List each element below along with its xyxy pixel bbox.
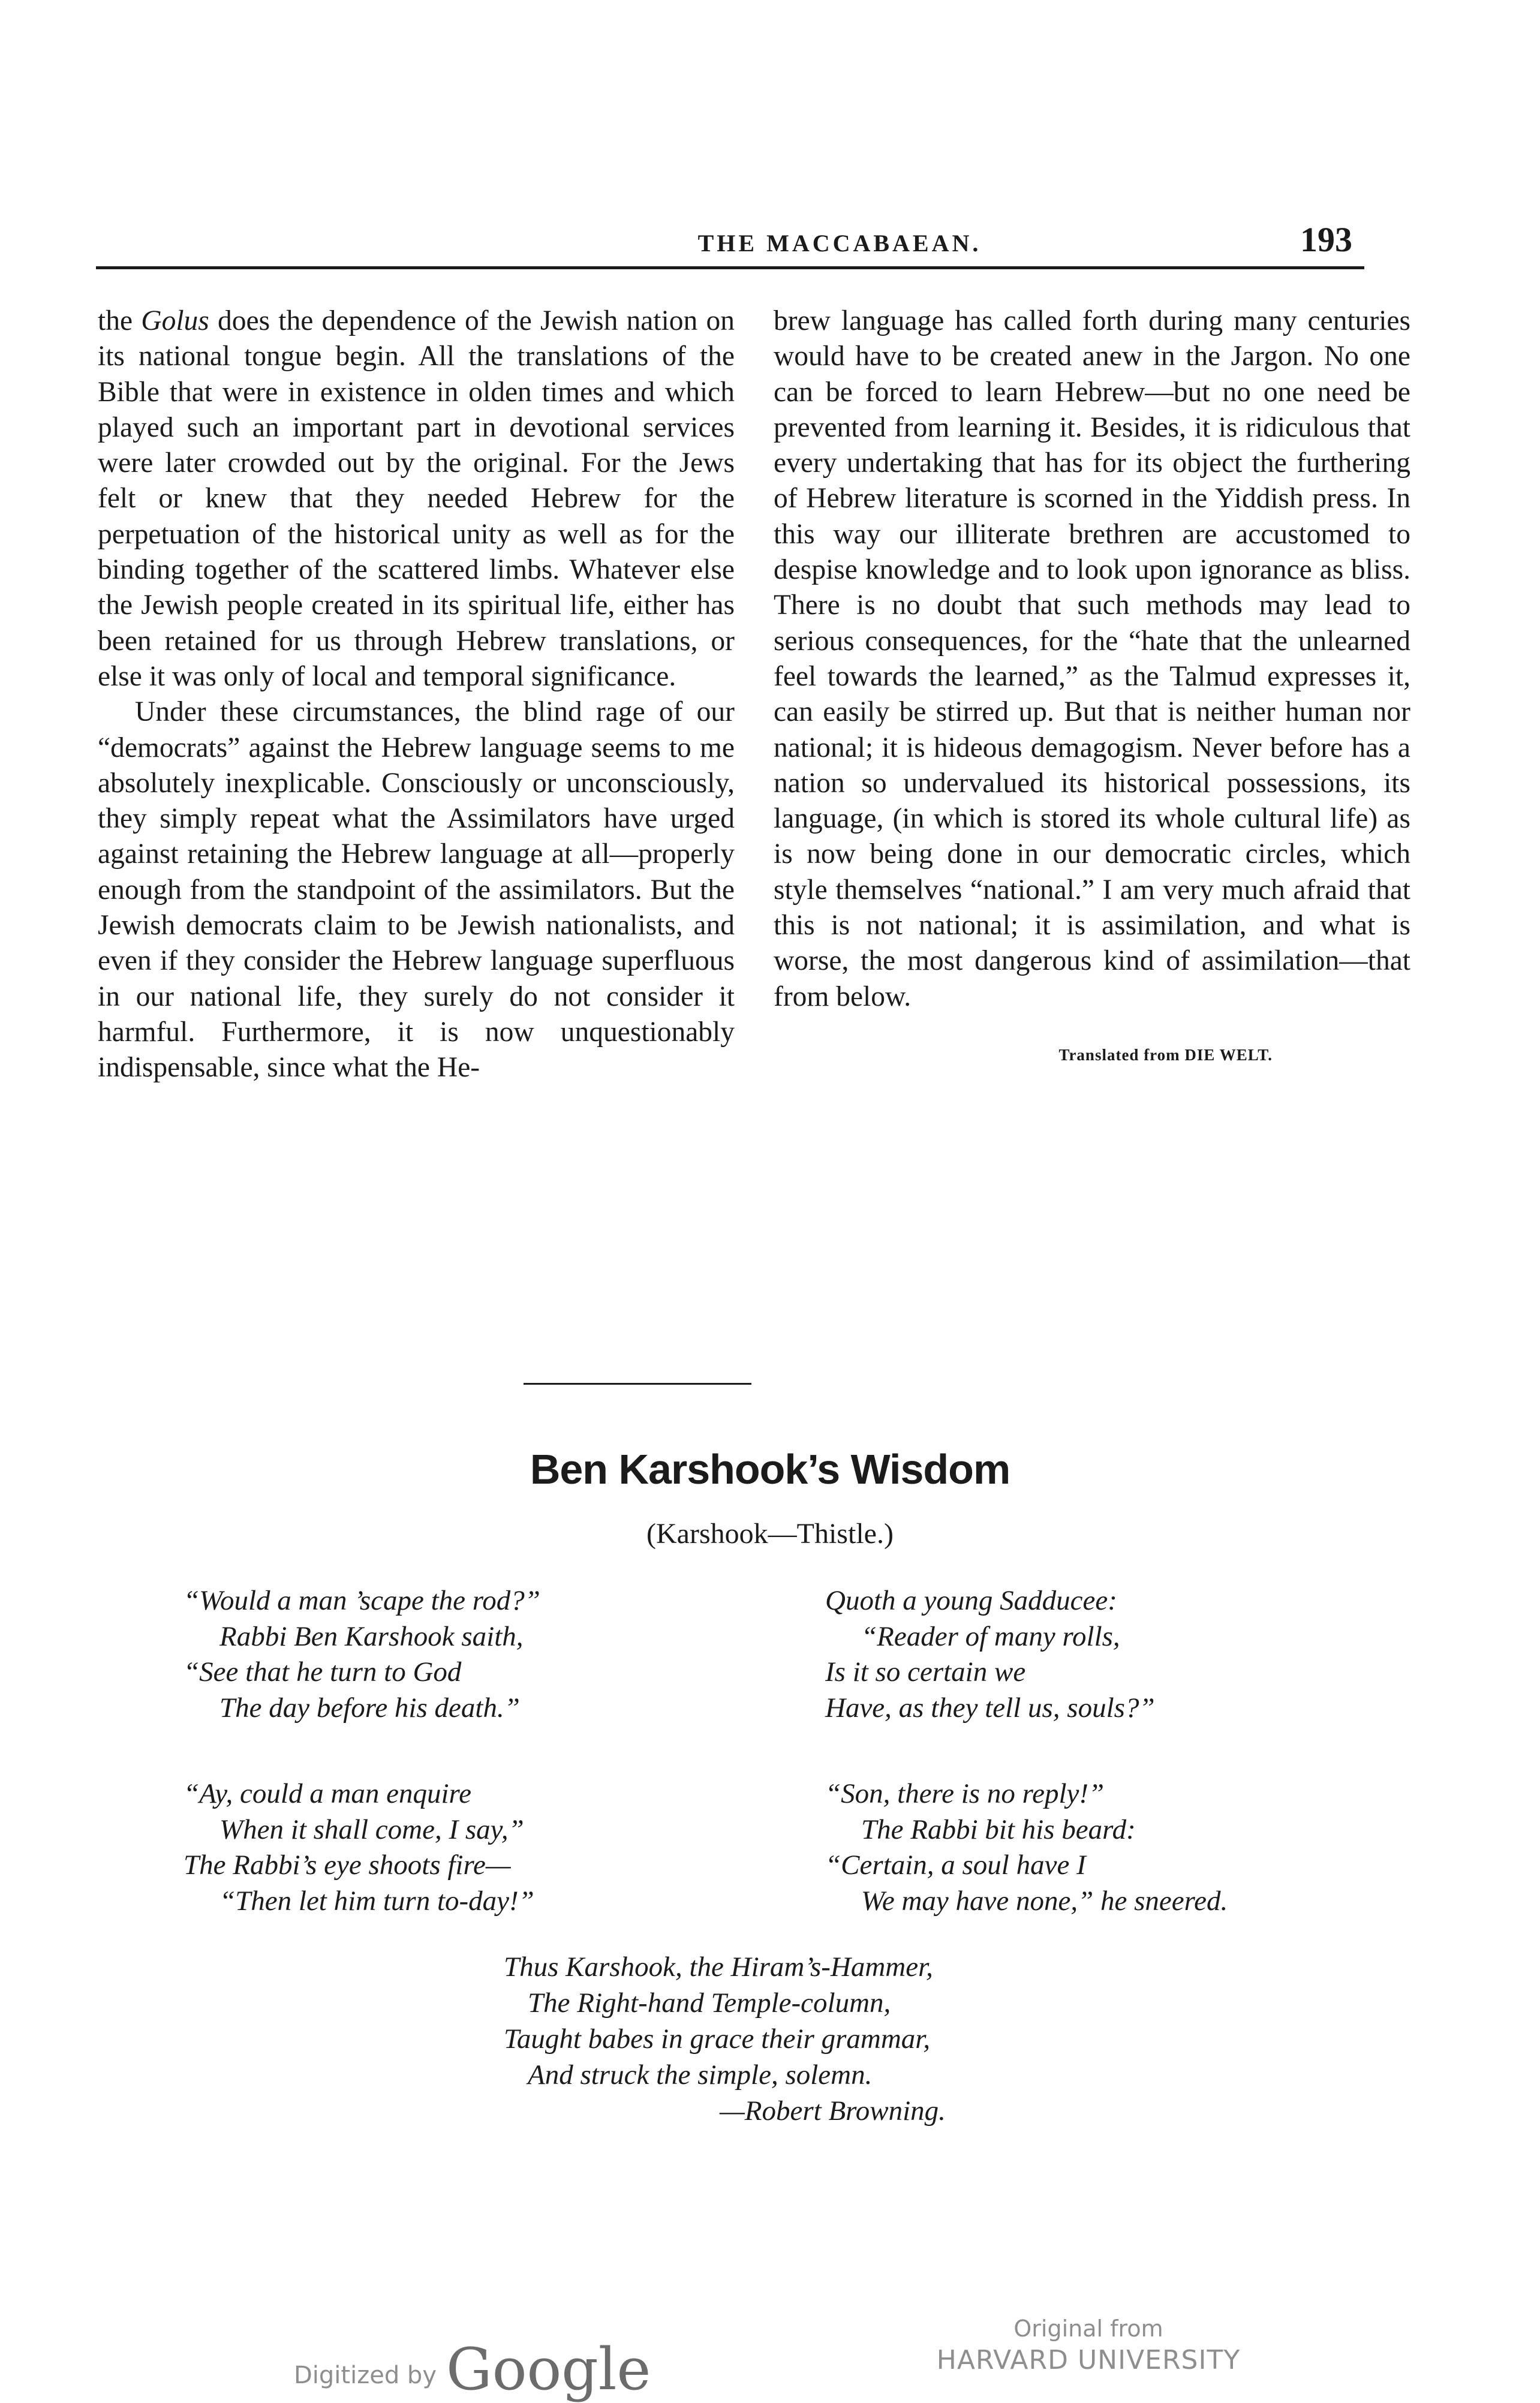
poem-line: Is it so certain we: [825, 1656, 1026, 1688]
poem-stanza: [184, 1776, 534, 1919]
poem-line: “Ay, could a man enquire: [184, 1778, 471, 1809]
original-from-label: Original from: [1013, 2315, 1163, 2342]
article-paragraph: [98, 303, 735, 694]
header-rule: [96, 266, 1364, 269]
digitized-by-label: Digitized by: [294, 2362, 437, 2389]
poem-line: Have, as they tell us, souls?”: [825, 1692, 1155, 1724]
poem-attribution: —Robert Browning.: [720, 2095, 946, 2127]
poem-line: When it shall come, I say,”: [219, 1813, 524, 1845]
article-left-column: [98, 303, 735, 1086]
poem-line: And struck the simple, solemn.: [528, 2059, 873, 2091]
google-logo: Google: [446, 2336, 651, 2403]
paragraph-text: brew language has called forth during many centuries would have to be created anew in the Jargon. No one can be forced to learn Hebrew—but no one need be prevented from learning it. Besides, it is ridiculous that every undertaking that has for its object the furthering of Hebrew literature is scorned in the Yiddish press. In this way our illiterate brethren are accustomed to despise knowledge and to look upon ignorance as bliss. There is no doubt that such methods may lead to serious consequences, for the “hate that the unlearned feel towards the learned,” as the Talmud expresses it, can easily be stirred up. But that is neither human nor national; it is hideous demagogism. Never before has a nation so undervalued its historical possessions, its language, (in which is stored its whole cultural life) as is now being done in our democratic circles, which style themselves “national.” I am very much afraid that this is not national; it is assimilation, and what is worse, the most dangerous kind of assimilation—that from below.: [774, 305, 1410, 1012]
poem-line: The Right-hand Temple-column,: [528, 1987, 891, 2019]
running-title: THE MACCABAEAN.: [697, 230, 982, 257]
poem-line: “Son, there is no reply!”: [825, 1778, 1105, 1809]
translation-credit: Translated from DIE WELT.: [1058, 1045, 1273, 1064]
poem-title: Ben Karshook’s Wisdom: [530, 1446, 1010, 1493]
paragraph-text: does the dependence of the Jewish nation on its national tongue begin. All the translations of the Bible that were in existence in olden times and which played such an important part in devotional services were later crowded out by the original. For the Jews felt or knew that they needed Hebrew for the perpetuation of the historical unity as well as for the binding together of the scattered limbs. Whatever else the Jewish people created in its spiritual life, either has been retained for us through Hebrew translations, or else it was only of local and temporal significance.: [98, 305, 735, 692]
article-right-column: [774, 303, 1410, 1073]
poem-line: “Then let him turn to-day!”: [219, 1885, 534, 1917]
article-paragraph: [98, 694, 735, 1085]
poem-closing-stanza: [504, 1949, 946, 2129]
poem-line: The day before his death.”: [219, 1692, 520, 1724]
section-divider: [524, 1383, 751, 1385]
paragraph-text: the: [98, 305, 142, 336]
poem-line: “See that he turn to God: [184, 1656, 462, 1688]
poem-line: We may have none,” he sneered.: [861, 1885, 1228, 1917]
poem-line: Thus Karshook, the Hiram’s-Hammer,: [504, 1951, 933, 1983]
poem-stanza: [184, 1583, 540, 1726]
poem-line: “Would a man ’scape the rod?”: [184, 1585, 540, 1616]
article-paragraph: [774, 303, 1410, 1015]
italic-term: Golus: [141, 305, 209, 336]
poem-subtitle: (Karshook—Thistle.): [646, 1518, 894, 1550]
poem-line: Taught babes in grace their grammar,: [504, 2023, 931, 2055]
poem-line: Rabbi Ben Karshook saith,: [219, 1620, 524, 1652]
digitized-by-credit: [294, 2330, 651, 2403]
paragraph-text: Under these circumstances, the blind rage of our “democrats” against the Hebrew language seems to me absolutely inexplicable. Consciously or unconsciously, they simply repeat what the Assimilators have urged against retaining the Hebrew language at all—properly enough from the standpoint of the assimilators. But the Jewish democrats claim to be Jewish nationalists, and even if they consider the Hebrew language superfluous in our national life, they surely do not consider it harmful. Furthermore, it is now unquestionably indispensable, since what the He-: [98, 696, 735, 1084]
poem-line: “Certain, a soul have I: [825, 1849, 1086, 1881]
poem-stanza: [825, 1583, 1155, 1726]
library-credit: [933, 2314, 1244, 2377]
library-name: HARVARD UNIVERSITY: [936, 2345, 1241, 2375]
page-header: [96, 220, 1364, 271]
poem-stanza: [825, 1776, 1228, 1919]
page-number: 193: [1300, 220, 1352, 259]
poem-line: Quoth a young Sadducee:: [825, 1585, 1117, 1616]
poem-line: The Rabbi bit his beard:: [861, 1813, 1136, 1845]
poem-line: “Reader of many rolls,: [861, 1620, 1120, 1652]
poem-line: The Rabbi’s eye shoots fire—: [184, 1849, 511, 1881]
